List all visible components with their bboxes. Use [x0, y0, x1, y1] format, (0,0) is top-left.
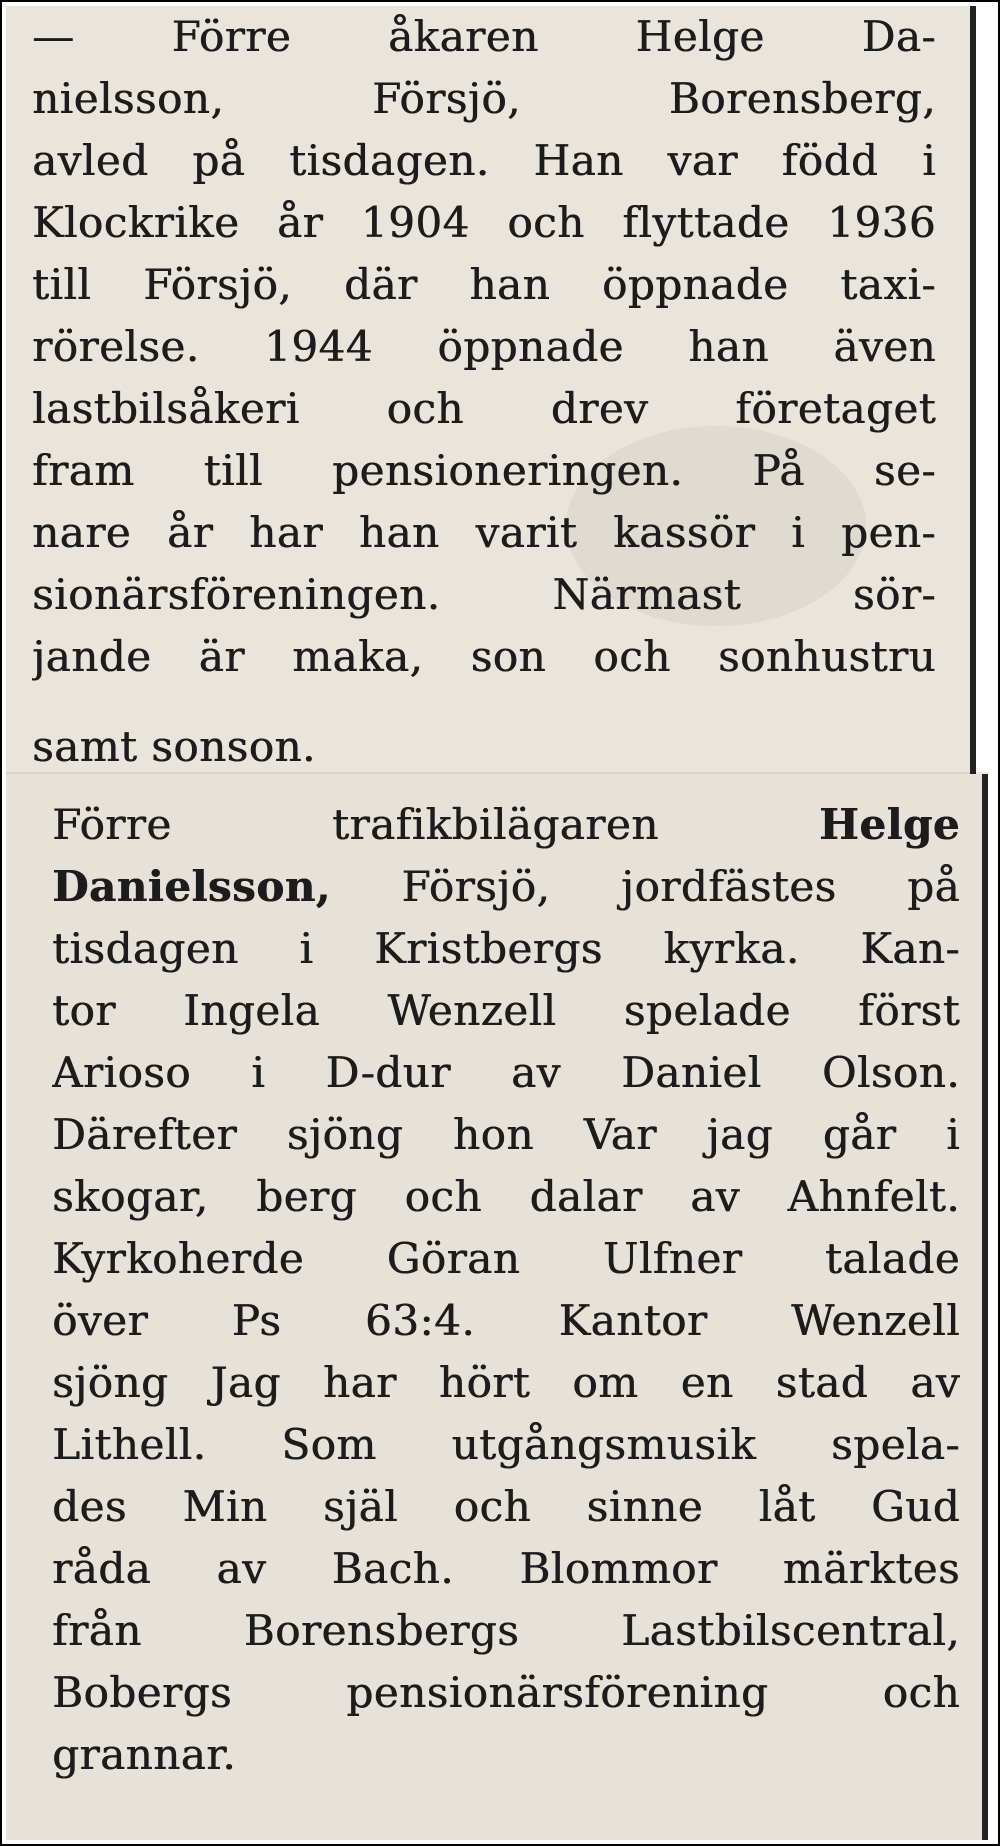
text-line: Arioso i D-dur av Daniel Olson.	[52, 1048, 960, 1097]
deceased-name: Danielsson,	[52, 862, 331, 911]
text-line: tor Ingela Wenzell spelade först	[52, 986, 960, 1035]
text-line: till Försjö, där han öppnade taxi-	[32, 260, 936, 309]
text-line: — Förre åkaren Helge Da-	[32, 12, 936, 61]
text-line: Klockrike år 1904 och flyttade 1936	[32, 198, 936, 247]
text-line: råda av Bach. Blommor märktes	[52, 1544, 960, 1593]
clipping-edge	[982, 774, 988, 1840]
deceased-name: Helge	[819, 800, 960, 849]
text-line: avled på tisdagen. Han var född i	[32, 136, 936, 185]
text-line: över Ps 63:4. Kantor Wenzell	[52, 1296, 960, 1345]
newspaper-clipping-funeral-notice	[6, 774, 988, 1840]
text-line: Kyrkoherde Göran Ulfner talade	[52, 1234, 960, 1283]
text-line: lastbilsåkeri och drev företaget	[32, 384, 936, 433]
text-line: Bobergs pensionärsförening och	[52, 1668, 960, 1717]
text-line: jande är maka, son och sonhustru	[32, 632, 936, 681]
text-line: rörelse. 1944 öppnade han även	[32, 322, 936, 371]
text-fragment: Förre trafikbilägaren	[52, 800, 659, 849]
text-line: skogar, berg och dalar av Ahnfelt.	[52, 1172, 960, 1221]
text-line: sionärsföreningen. Närmast sör-	[32, 570, 936, 619]
text-line: grannar.	[52, 1730, 236, 1779]
text-line: Lithell. Som utgångsmusik spela-	[52, 1420, 960, 1469]
text-line: nare år har han varit kassör i pen-	[32, 508, 936, 557]
newspaper-clipping-death-notice	[6, 6, 976, 774]
text-line: nielsson, Försjö, Borensberg,	[32, 74, 936, 123]
text-line	[52, 856, 960, 918]
text-line: från Borensbergs Lastbilscentral,	[52, 1606, 960, 1655]
text-fragment: Försjö, jordfästes på	[401, 862, 960, 911]
text-line: des Min själ och sinne låt Gud	[52, 1482, 960, 1531]
text-line	[52, 794, 960, 856]
clipping-edge	[970, 6, 976, 774]
text-line: tisdagen i Kristbergs kyrka. Kan-	[52, 924, 960, 973]
text-line-cut: samt sonson.	[32, 722, 316, 771]
text-line: Därefter sjöng hon Var jag går i	[52, 1110, 960, 1159]
text-line: sjöng Jag har hört om en stad av	[52, 1358, 960, 1407]
text-line: fram till pensioneringen. På se-	[32, 446, 936, 495]
